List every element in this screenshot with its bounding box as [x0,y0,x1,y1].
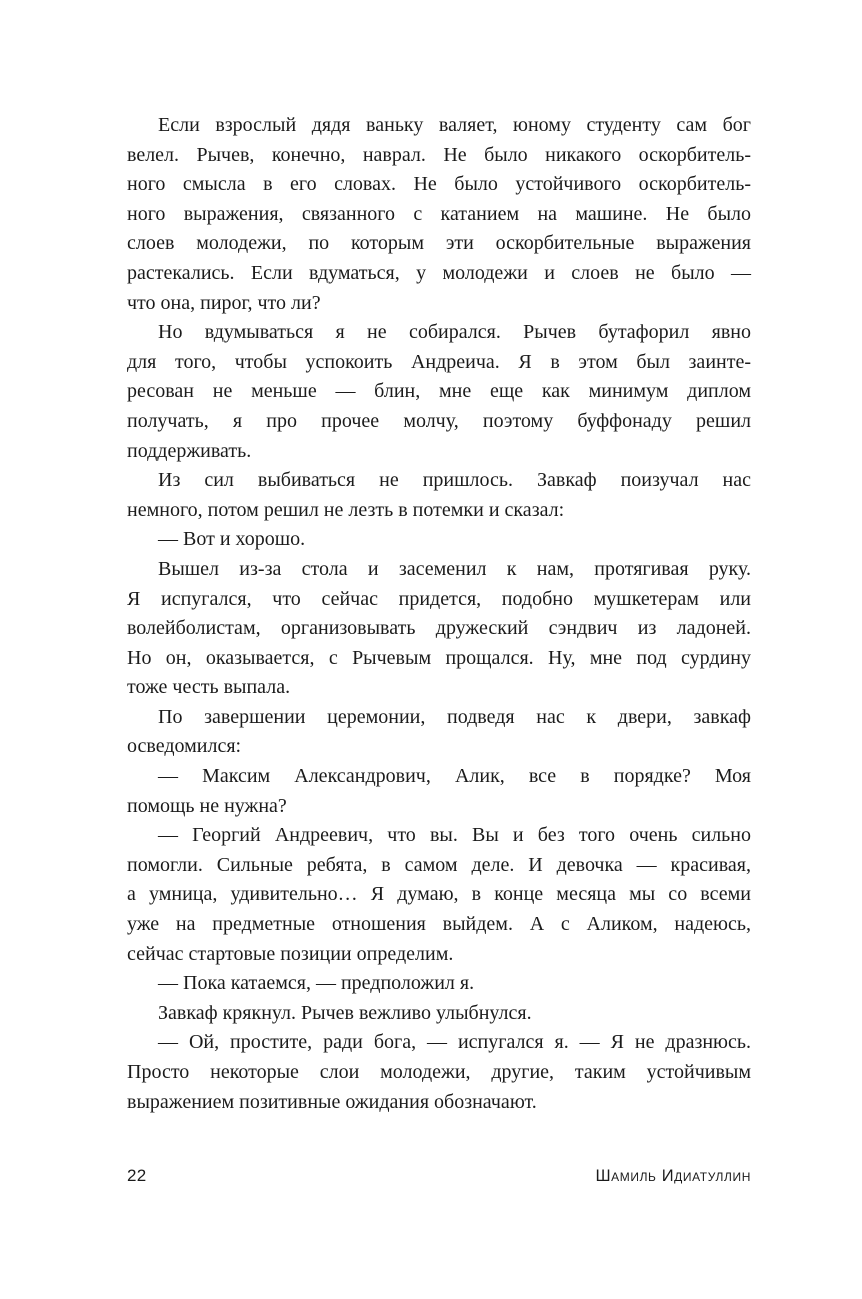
paragraph [127,525,751,555]
text-line: получать, я про прочее молчу, поэтому буффонаду решил [127,409,751,432]
text-line: Я испугался, что сейчас придется, подобно мушкетерам или [127,587,751,610]
page-footer [127,1166,751,1186]
text-line: выражением позитивные ожидания обозначают. [127,1090,537,1113]
text-line: а умница, удивительно… Я думаю, в конце месяца мы со всеми [127,883,751,906]
text-line: Но он, оказывается, с Рычевым прощался. Ну, мне под сурдину [127,646,751,669]
page-number: 22 [127,1166,147,1185]
text-line: что она, пирог, что ли? [127,291,321,314]
text-line: волейболистам, организовывать дружеский сэндвич из ладоней. [127,617,751,640]
paragraph [127,555,751,703]
text-line: ного выражения, связанного с катанием на машине. Не было [127,202,751,225]
text-line: велел. Рычев, конечно, наврал. Не было никакого оскорбитель- [127,143,751,166]
text-line: помогли. Сильные ребята, в самом деле. И девочка — красивая, [127,853,751,876]
text-line: Просто некоторые слои молодежи, другие, таким устойчивым [127,1061,751,1083]
paragraph [127,762,751,821]
paragraph [127,1028,751,1117]
text-line: растекались. Если вдуматься, у молодежи и слоев не было — [127,261,751,284]
paragraph [127,999,751,1029]
text-line: тоже честь выпала. [127,676,291,699]
text-line: уже на предметные отношения выйдем. А с Аликом, надеюсь, [127,913,751,936]
text-line: Из сил выбиваться не пришлось. Завкаф поизучал нас [158,469,751,492]
text-line: — Максим Александрович, Алик, все в порядке? Моя [158,765,751,788]
paragraph [127,969,751,999]
text-line: для того, чтобы успокоить Андреича. Я в этом был заинте- [127,350,751,373]
text-line: слоев молодежи, по которым эти оскорбительные выражения [127,232,751,255]
paragraph [127,703,751,762]
paragraph [127,466,751,525]
text-line: ного смысла в его словах. Не было устойчивого оскорбитель- [127,173,751,196]
text-line: Вышел из-за стола и засеменил к нам, протягивая руку. [158,557,751,580]
text-line: осведомился: [127,735,242,758]
paragraph [127,111,751,318]
text-line: ресован не меньше — блин, мне еще как минимум диплом [127,380,751,403]
paragraph [127,318,751,466]
text-line: — Георгий Андреевич, что вы. Вы и без того очень сильно [158,824,751,847]
text-line: — Вот и хорошо. [158,528,306,551]
text-line: Завкаф крякнул. Рычев вежливо улыбнулся. [158,1001,532,1024]
text-line: — Ой, простите, ради бога, — испугался я. — Я не дразнюсь. [158,1031,751,1054]
author-name: Шамиль Идиатуллин [595,1167,751,1185]
body-text [127,111,751,1117]
text-line: немного, потом решил не лезть в потемки и сказал: [127,498,565,521]
text-line: — Пока катаемся, — предположил я. [158,972,475,995]
text-line: сейчас стартовые позиции определим. [127,942,454,965]
text-line: помощь не нужна? [127,794,287,817]
text-line: поддерживать. [127,439,252,462]
text-line: Если взрослый дядя ваньку валяет, юному студенту сам бог [158,114,751,136]
text-line: Но вдумываться я не собирался. Рычев бутафорил явно [158,321,751,344]
text-line: По завершении церемонии, подведя нас к двери, завкаф [158,705,751,728]
paragraph [127,821,751,969]
